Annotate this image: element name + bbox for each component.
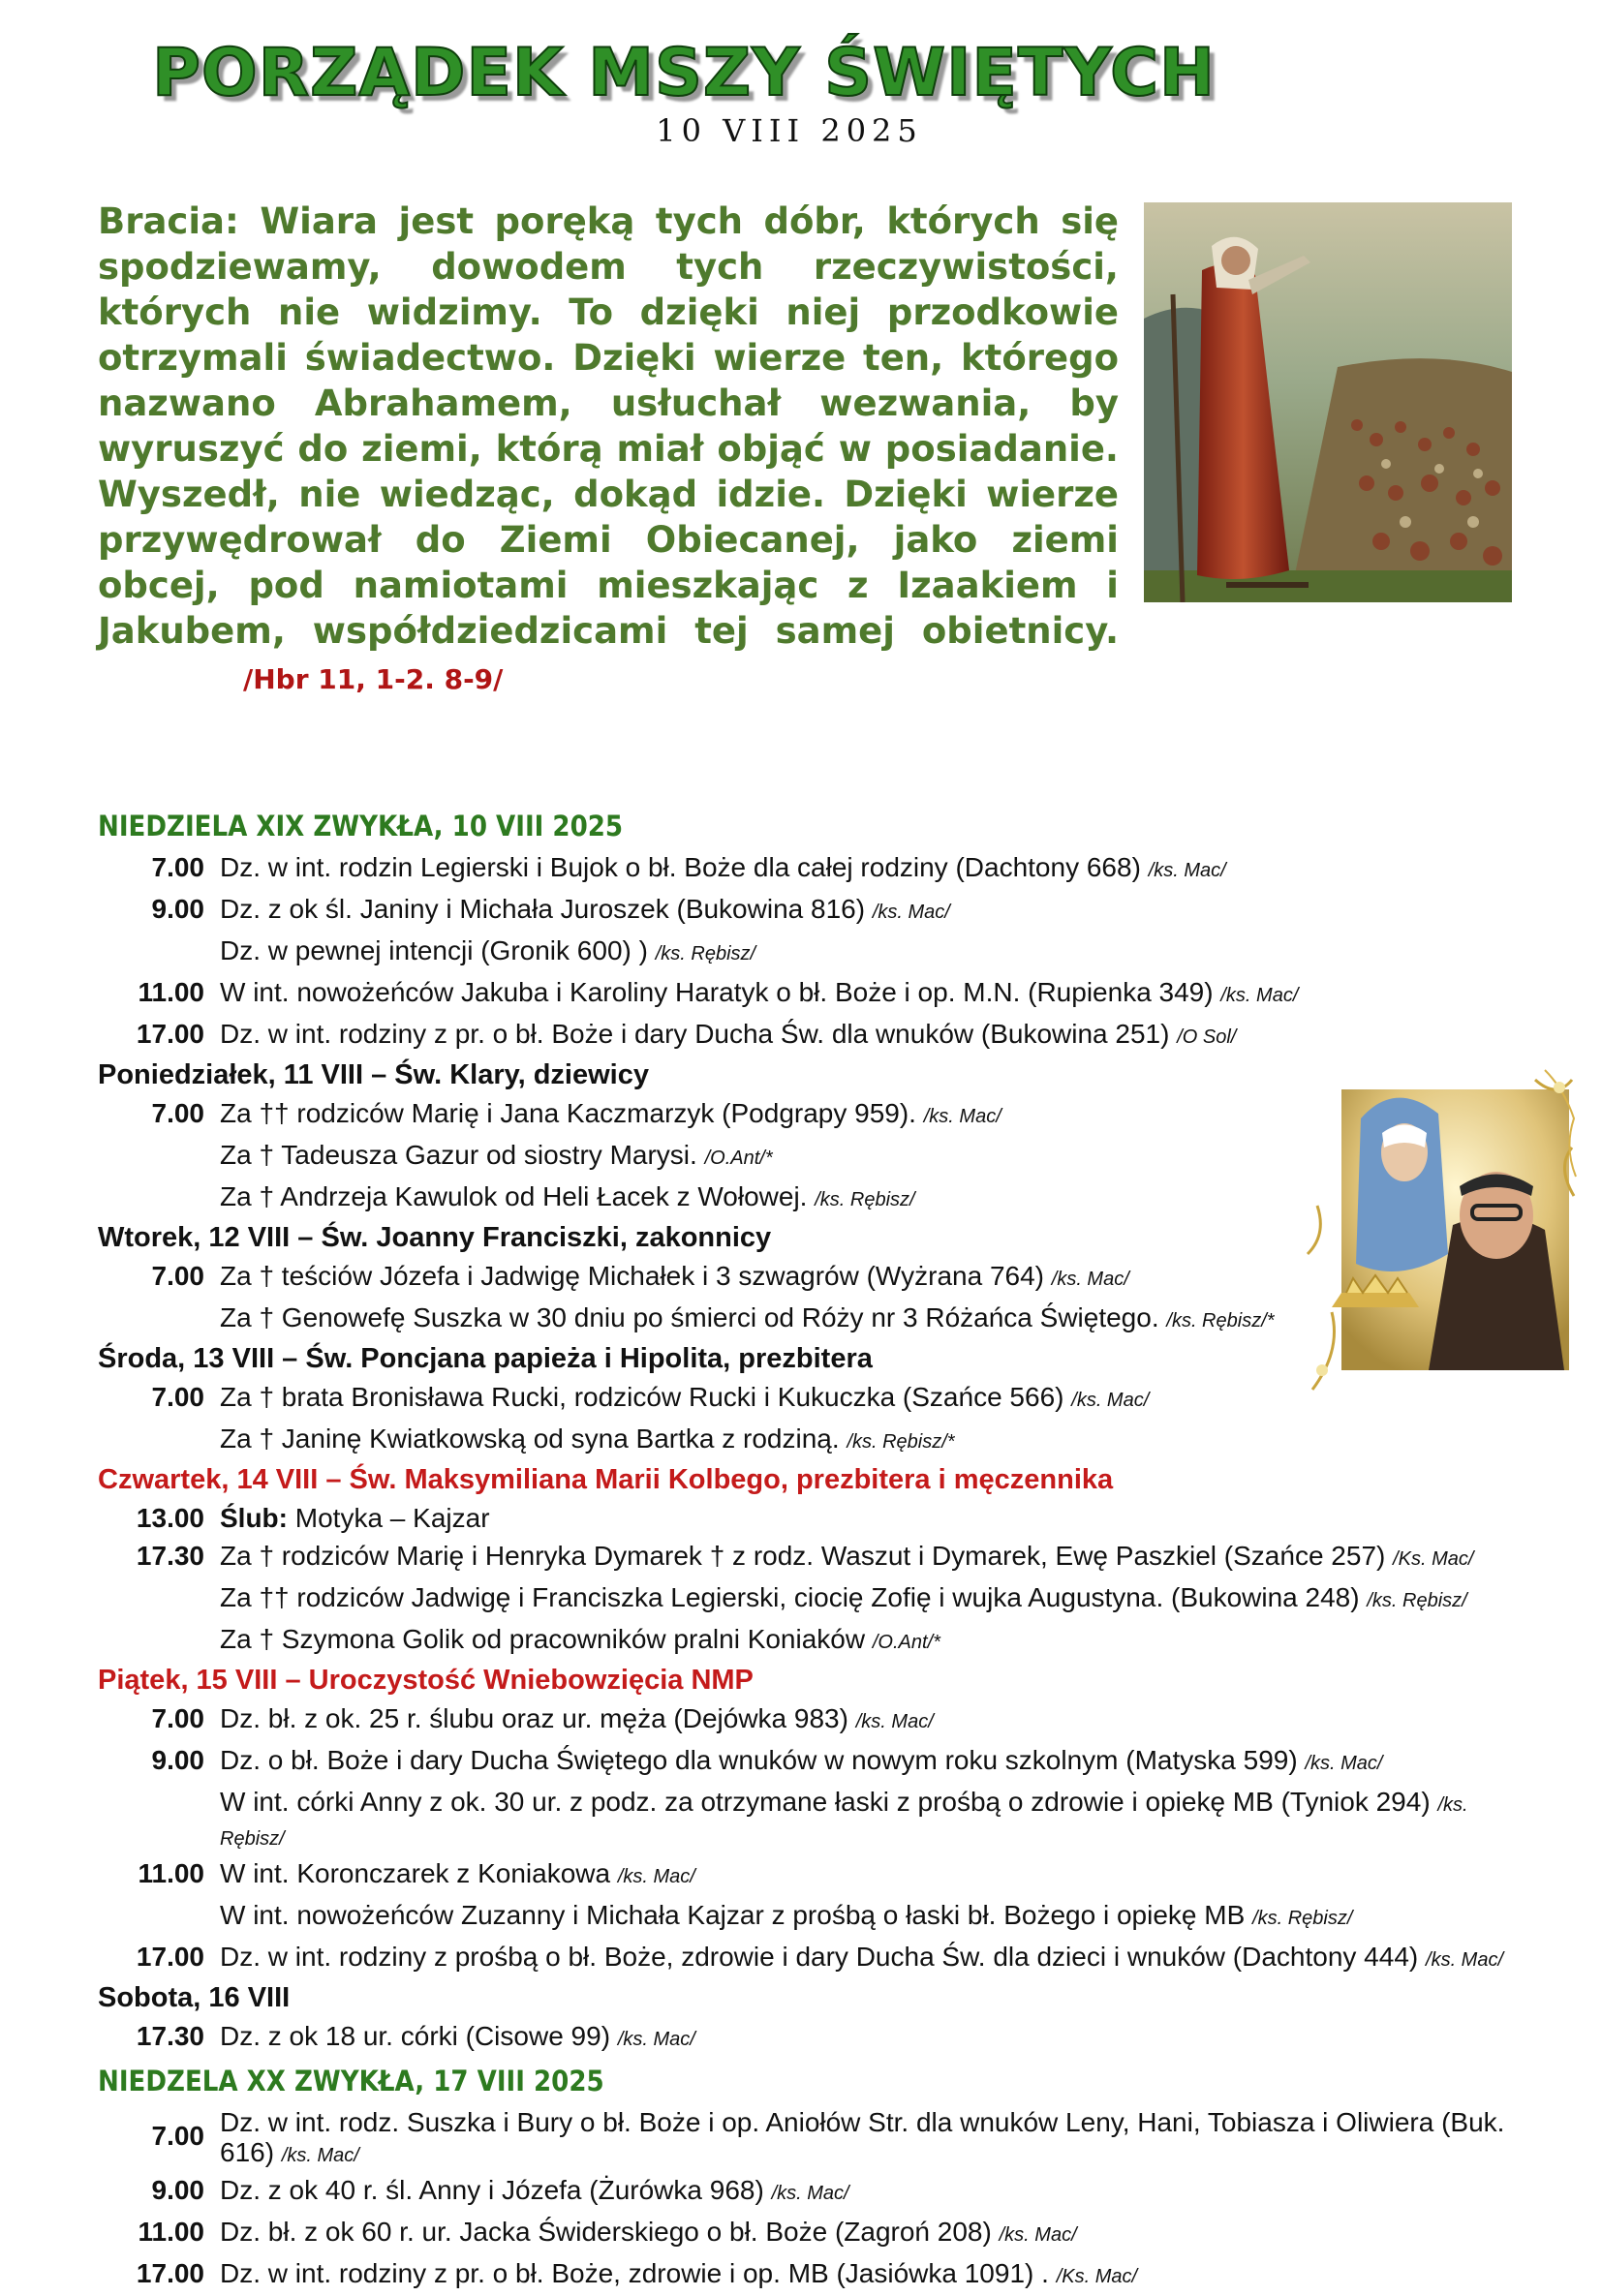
mass-time: 17.00 <box>136 1942 204 1972</box>
mass-time: 17.00 <box>136 1019 204 1049</box>
priest: /Ks. Mac/ <box>1056 2266 1138 2287</box>
mass-time: 7.00 <box>151 2121 204 2151</box>
priest: /ks. Rębisz/ <box>1367 1590 1467 1611</box>
mass-intention: Dz. bł. z ok. 25 r. ślubu oraz ur. męża (Dejówka 983) /ks. Mac/ <box>220 1703 934 1733</box>
mass-time: 13.00 <box>136 1503 204 1533</box>
mass-intention: W int. Koronczarek z Koniakowa /ks. Mac/ <box>220 1858 695 1888</box>
priest: /O.Ant/* <box>872 1632 940 1653</box>
mass-row <box>98 1620 1512 1662</box>
priest: /ks. Mac/ <box>617 2029 695 2050</box>
mass-intention: Za † Szymona Golik od pracowników pralni Koniaków /O.Ant/* <box>220 1624 940 1654</box>
day-heading: Czwartek, 14 VIII – Św. Maksymiliana Marii Kolbego, prezbitera i męczennika <box>98 1464 1114 1495</box>
mass-row <box>98 2171 1512 2213</box>
priest: /ks. Mac/ <box>923 1106 1001 1127</box>
mass-intention: Dz. z ok 40 r. śl. Anny i Józefa (Żurówka 968) /ks. Mac/ <box>220 2175 849 2205</box>
mass-time: 9.00 <box>151 894 204 924</box>
mass-intention: Dz. w int. rodziny z pr. o bł. Boże, zdrowie i op. MB (Jasiówka 1091) . /Ks. Mac/ <box>220 2258 1138 2288</box>
mass-schedule <box>98 804 1512 2296</box>
priest: /O Sol/ <box>1177 1026 1237 1048</box>
mass-time: 7.00 <box>151 1703 204 1733</box>
mass-intention: Dz. z ok śl. Janiny i Michała Juroszek (Bukowina 816) /ks. Mac/ <box>220 894 950 924</box>
priest: /ks. Rębisz/ <box>655 943 756 964</box>
mass-time: 17.30 <box>136 1541 204 1571</box>
mass-intention: Za † Genowefę Suszka w 30 dniu po śmierci od Róży nr 3 Różańca Świętego. /ks. Rębisz/* <box>220 1302 1275 1332</box>
mass-row <box>98 1257 1512 1299</box>
mass-intention: Dz. w int. rodziny z pr. o bł. Boże i dary Ducha Św. dla wnuków (Bukowina 251) /O Sol/ <box>220 1019 1237 1049</box>
priest: /ks. Mac/ <box>617 1866 695 1887</box>
mass-time: 7.00 <box>151 1261 204 1291</box>
mass-row <box>98 1741 1512 1783</box>
mass-intention: Dz. w int. rodz. Suszka i Bury o bł. Boże i op. Aniołów Str. dla wnuków Leny, Hani, Tobiasza i Oliwiera (Buk. 616) /ks. Mac/ <box>220 2107 1505 2167</box>
mass-time: 9.00 <box>151 2175 204 2205</box>
page-title: PORZĄDEK MSZY ŚWIĘTYCH <box>152 35 1216 111</box>
mass-time: 17.00 <box>136 2258 204 2288</box>
mass-intention: W int. córki Anny z ok. 30 ur. z podz. za otrzymane łaski z prośbą o zdrowie i opiekę MB (Tyniok 294) /ks. Rębisz/ <box>220 1787 1468 1850</box>
mass-row <box>98 932 1512 973</box>
mass-row <box>98 1420 1512 1461</box>
mass-row <box>98 2254 1512 2296</box>
mass-row <box>98 2017 1512 2059</box>
mass-time: 11.00 <box>138 2217 204 2247</box>
mass-row <box>98 1938 1512 1979</box>
priest: /ks. Rębisz/* <box>1166 1310 1275 1332</box>
priest: /ks. Mac/ <box>872 902 950 923</box>
mass-row <box>98 1699 1512 1741</box>
mass-row <box>98 2103 1512 2171</box>
mass-intention: Za † brata Bronisława Rucki, rodziców Rucki i Kukuczka (Szańce 566) /ks. Mac/ <box>220 1382 1150 1412</box>
priest: /Ks. Mac/ <box>1393 1548 1474 1570</box>
priest: /ks. Rębisz/* <box>847 1431 955 1453</box>
mass-intention: Za †† rodziców Marię i Jana Kaczmarzyk (Podgrapy 959). /ks. Mac/ <box>220 1098 1001 1128</box>
mass-row <box>98 1094 1512 1136</box>
mass-intention: Dz. w pewnej intencji (Gronik 600) ) /ks. Rębisz/ <box>220 935 756 965</box>
mass-time: 7.00 <box>151 1098 204 1128</box>
mass-row <box>98 2213 1512 2254</box>
mass-row <box>98 1499 1512 1537</box>
mass-row <box>98 1015 1512 1056</box>
priest: /ks. Mac/ <box>1426 1949 1504 1971</box>
mass-row <box>98 1578 1512 1620</box>
mass-intention: Dz. w int. rodziny z prośbą o bł. Boże, zdrowie i dary Ducha Św. dla dzieci i wnuków (Dachtony 444) /ks. Mac/ <box>220 1942 1504 1972</box>
mass-intention: Za † teściów Józefa i Jadwigę Michałek i 3 szwagrów (Wyżrana 764) /ks. Mac/ <box>220 1261 1129 1291</box>
day-heading: NIEDZELA XX ZWYKŁA, 17 VIII 2025 <box>98 2065 604 2097</box>
mass-time: 11.00 <box>138 977 204 1007</box>
mass-intention: Za † rodziców Marię i Henryka Dymarek † z rodz. Waszut i Dymarek, Ewę Paszkiel (Szańce 257) /Ks. Mac/ <box>220 1541 1474 1571</box>
priest: /ks. Mac/ <box>1305 1753 1383 1774</box>
mass-row <box>98 1136 1512 1178</box>
mass-intention: Dz. bł. z ok 60 r. ur. Jacka Świderskiego o bł. Boże (Zagroń 208) /ks. Mac/ <box>220 2217 1077 2247</box>
day-heading: Środa, 13 VIII – Św. Poncjana papieża i Hipolita, prezbitera <box>98 1343 873 1374</box>
priest: /ks. Mac/ <box>771 2183 849 2204</box>
mass-row <box>98 1299 1512 1340</box>
mass-time: 17.30 <box>136 2021 204 2051</box>
mass-time: 7.00 <box>151 1382 204 1412</box>
priest: /ks. Rębisz/ <box>220 1794 1468 1850</box>
wedding-label: Ślub: <box>220 1503 288 1533</box>
mass-row <box>98 1178 1512 1219</box>
mass-intention: Za † Janinę Kwiatkowską od syna Bartka z rodziną. /ks. Rębisz/* <box>220 1424 955 1454</box>
day-heading: Poniedziałek, 11 VIII – Św. Klary, dziewicy <box>98 1059 649 1090</box>
mass-row <box>98 973 1512 1015</box>
mass-row <box>98 1783 1512 1854</box>
mass-row <box>98 1896 1512 1938</box>
reading-reference: /Hbr 11, 1-2. 8-9/ <box>243 663 504 695</box>
mass-intention: Ślub: Motyka – Kajzar <box>220 1503 490 1533</box>
priest: /ks. Mac/ <box>1051 1269 1129 1290</box>
mass-intention: Za †† rodziców Jadwigę i Franciszka Legierski, ciocię Zofię i wujka Augustyna. (Bukowina 248) /ks. Rębisz/ <box>220 1582 1467 1612</box>
priest: /ks. Rębisz/ <box>1252 1908 1353 1929</box>
mass-intention: Za † Andrzeja Kawulok od Heli Łacek z Wołowej. /ks. Rębisz/ <box>220 1181 915 1211</box>
mass-time: 7.00 <box>151 852 204 882</box>
mass-row <box>98 1378 1512 1420</box>
mass-intention: Dz. o bł. Boże i dary Ducha Świętego dla wnuków w nowym roku szkolnym (Matyska 599) /ks. Mac/ <box>220 1745 1383 1775</box>
day-heading: Wtorek, 12 VIII – Św. Joanny Franciszki, zakonnicy <box>98 1222 772 1253</box>
mass-intention: Dz. z ok 18 ur. córki (Cisowe 99) /ks. Mac/ <box>220 2021 695 2051</box>
priest: /ks. Mac/ <box>281 2145 359 2166</box>
mass-intention: Za † Tadeusza Gazur od siostry Marysi. /O.Ant/* <box>220 1140 773 1170</box>
scripture-reading <box>98 199 1512 702</box>
priest: /ks. Mac/ <box>1220 985 1299 1006</box>
mass-row <box>98 1854 1512 1896</box>
priest: /O.Ant/* <box>704 1148 773 1169</box>
reading-text: Bracia: Wiara jest poręką tych dóbr, których się spodziewamy, dowodem tych rzeczywistości, których nie widzimy. To dzięki niej przodkowie otrzymali świadectwo. Dzięki wierze ten, którego nazwano Abrahamem, usłuchał wezwania, by wyruszyć do ziemi, którą miał objąć w posiadanie. Wyszedł, nie wiedząc, dokąd idzie. Dzięki wierze przywędrował do Ziemi Obiecanej, jako ziemi obcej, pod namiotami mieszkając z Izaakiem i Jakubem, współdziedzicami tej samej obietnicy. <box>98 200 1119 652</box>
day-heading: Piątek, 15 VIII – Uroczystość Wniebowzięcia NMP <box>98 1665 754 1696</box>
mass-time: 9.00 <box>151 1745 204 1775</box>
priest: /ks. Rębisz/ <box>815 1189 915 1210</box>
priest: /ks. Mac/ <box>999 2224 1077 2246</box>
mass-time: 11.00 <box>138 1858 204 1888</box>
page-date: 10 VIII 2025 <box>656 112 923 149</box>
priest: /ks. Mac/ <box>1071 1390 1150 1411</box>
priest: /ks. Mac/ <box>1148 860 1226 881</box>
priest: /ks. Mac/ <box>855 1711 934 1732</box>
moses-crossing-image <box>1144 202 1512 602</box>
day-heading: NIEDZIELA XIX ZWYKŁA, 10 VIII 2025 <box>98 810 624 842</box>
mass-row <box>98 1537 1512 1578</box>
kolbe-mary-image <box>1303 1060 1579 1409</box>
mass-row <box>98 848 1512 890</box>
day-heading: Sobota, 16 VIII <box>98 1982 291 2013</box>
mass-intention: W int. nowożeńców Jakuba i Karoliny Haratyk o bł. Boże i op. M.N. (Rupienka 349) /ks. Mac/ <box>220 977 1299 1007</box>
mass-row <box>98 890 1512 932</box>
mass-intention: Dz. w int. rodzin Legierski i Bujok o bł. Boże dla całej rodziny (Dachtony 668) /ks. Mac/ <box>220 852 1226 882</box>
mass-intention: W int. nowożeńców Zuzanny i Michała Kajzar z prośbą o łaski bł. Bożego i opiekę MB /ks. Rębisz/ <box>220 1900 1353 1930</box>
